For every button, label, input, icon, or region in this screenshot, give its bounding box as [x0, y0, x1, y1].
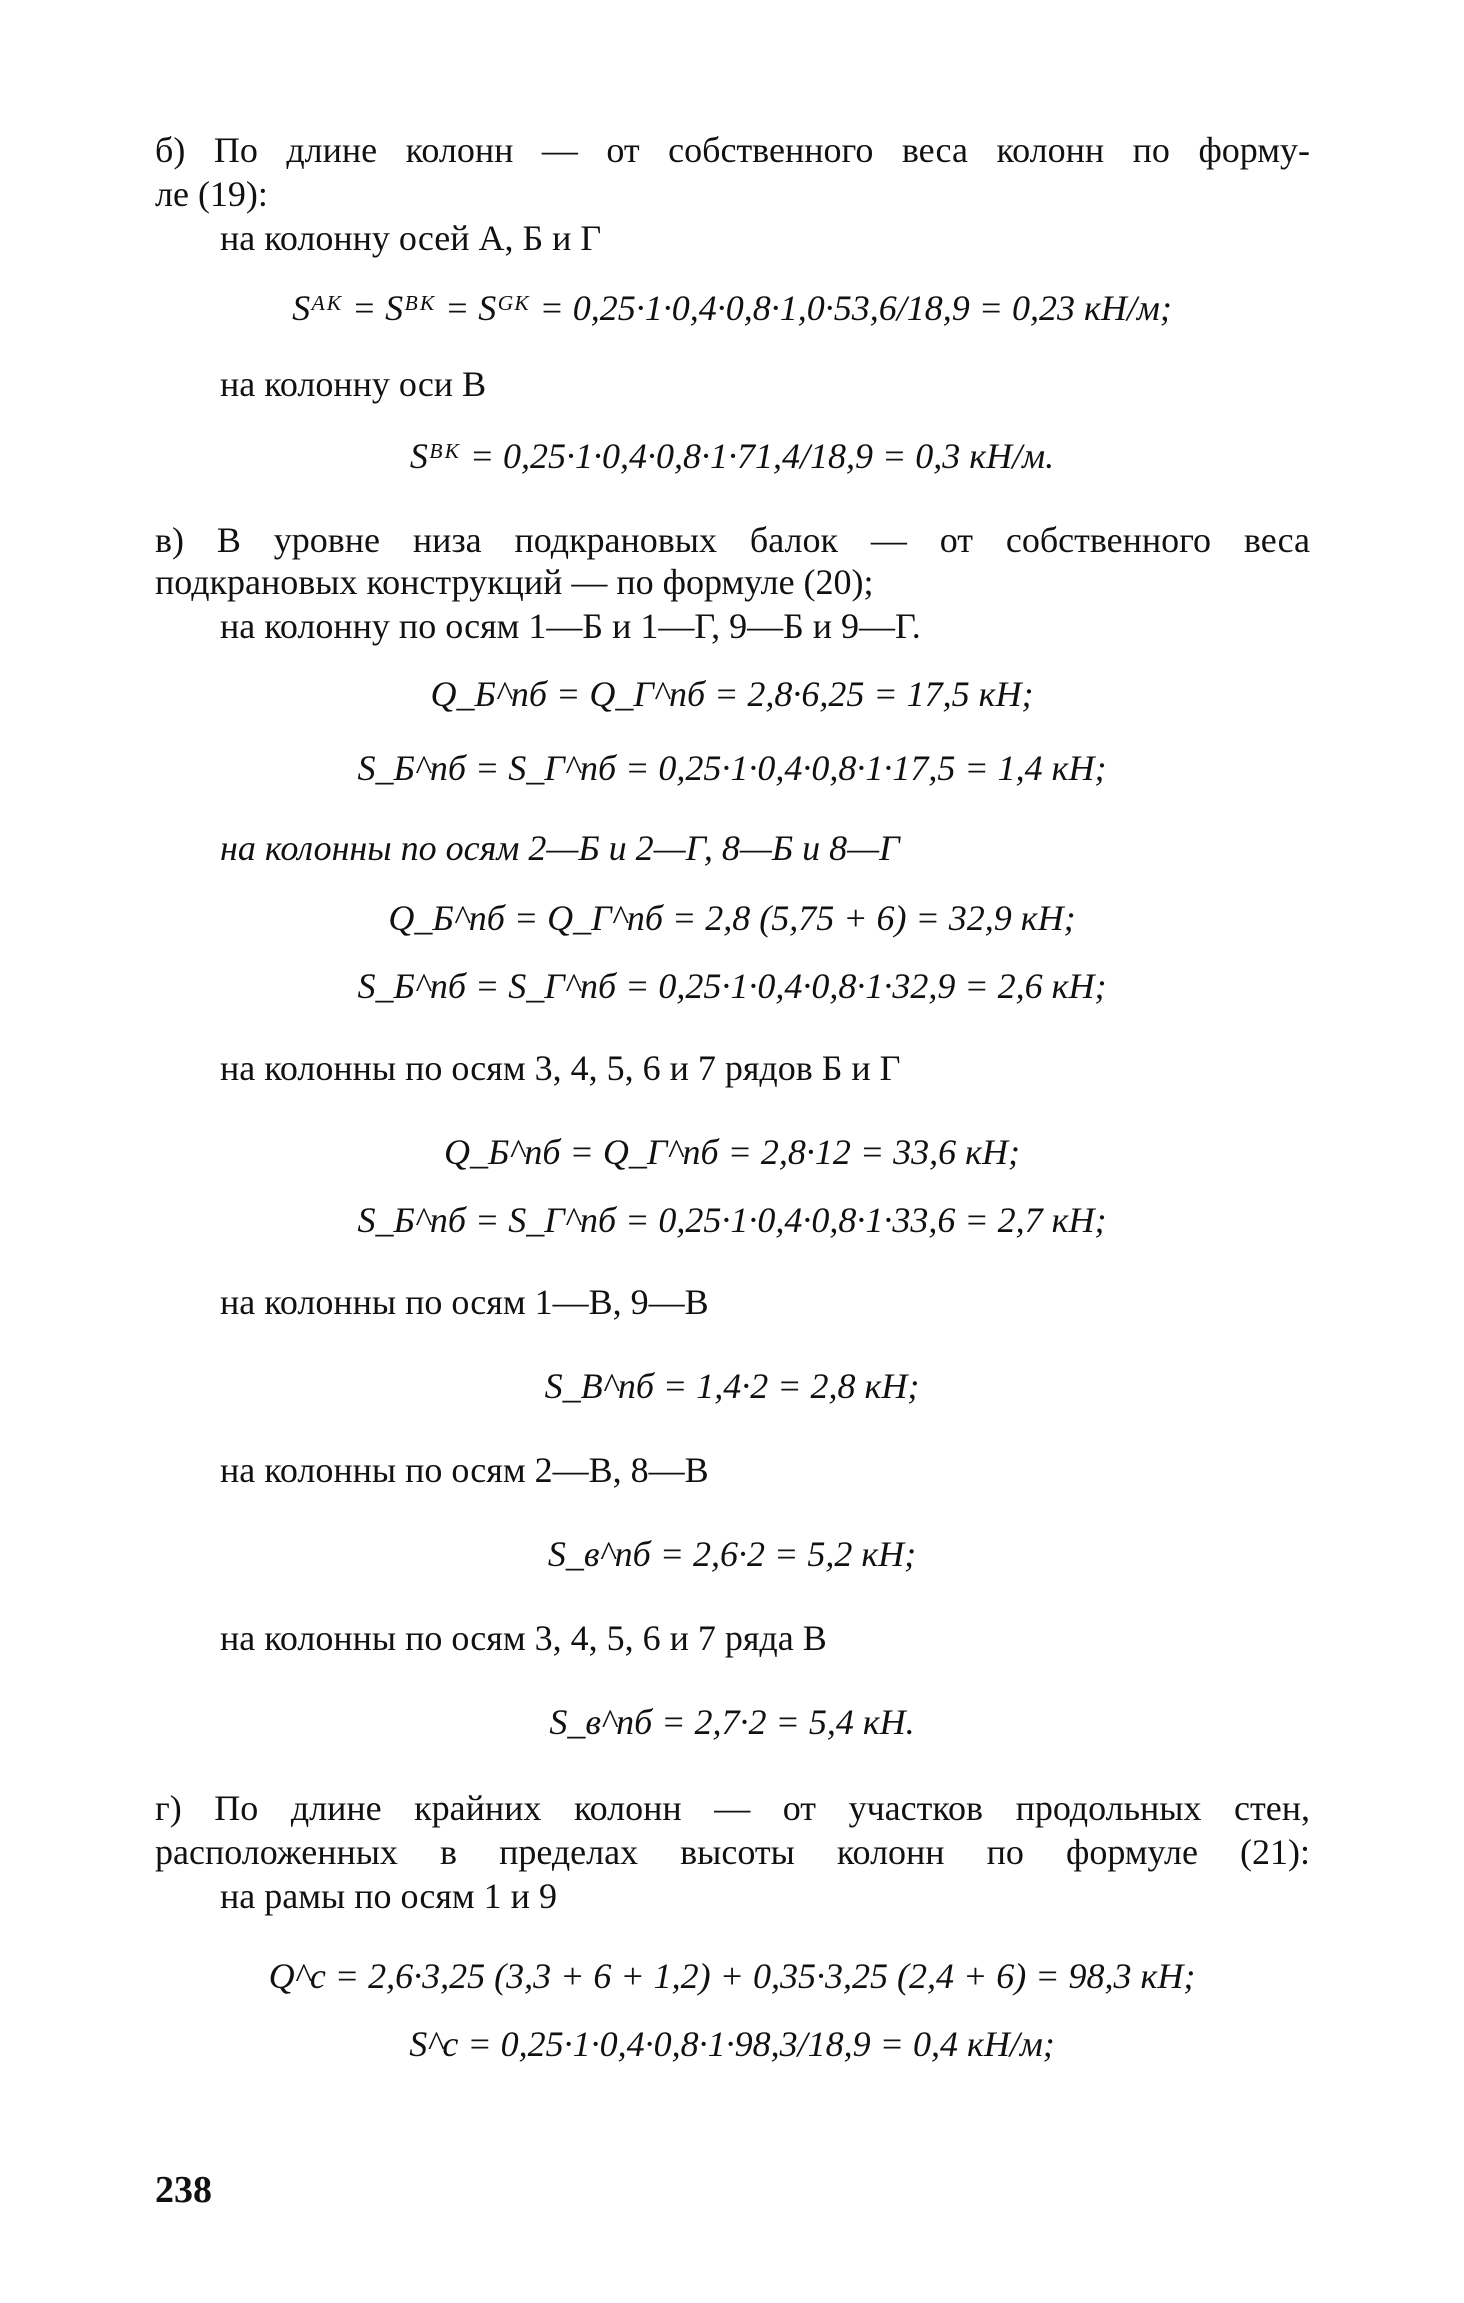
paragraph-line: на колонны по осям 3, 4, 5, 6 и 7 рядов Б и Г: [220, 1048, 901, 1088]
formula-line: S_В^пб = 1,4·2 = 2,8 кН;: [544, 1366, 920, 1406]
paragraph-line: ле (19):: [155, 174, 268, 214]
paragraph-line: подкрановых конструкций — по формуле (20);: [155, 562, 874, 602]
formula-line: S_в^пб = 2,7·2 = 5,4 кН.: [549, 1702, 915, 1742]
formula-line: Q_Б^пб = Q_Г^пб = 2,8 (5,75 + 6) = 32,9 кН;: [388, 898, 1076, 938]
paragraph-line: б) По длине колонн — от собственного веса колонн по форму-: [155, 130, 1310, 170]
paragraph-line: на колонны по осям 3, 4, 5, 6 и 7 ряда В: [220, 1618, 827, 1658]
paragraph-line: на колонну осей А, Б и Г: [220, 218, 602, 258]
formula-line: Sᴬᴷ = Sᴮᴷ = Sᴳᴷ = 0,25·1·0,4·0,8·1,0·53,6/18,9 = 0,23 кН/м;: [292, 288, 1172, 328]
formula-line: S_в^пб = 2,6·2 = 5,2 кН;: [547, 1534, 917, 1574]
formula-line: Q^с = 2,6·3,25 (3,3 + 6 + 1,2) + 0,35·3,25 (2,4 + 6) = 98,3 кН;: [268, 1956, 1196, 1996]
paragraph-line: на рамы по осям 1 и 9: [220, 1876, 557, 1916]
paragraph-line: на колонну по осям 1—Б и 1—Г, 9—Б и 9—Г.: [220, 606, 921, 646]
formula-line: Sᴮᴷ = 0,25·1·0,4·0,8·1·71,4/18,9 = 0,3 кН/м.: [409, 436, 1055, 476]
paragraph-line: на колонны по осям 1—В, 9—В: [220, 1282, 709, 1322]
page-number: 238: [155, 2169, 212, 2211]
paragraph-line: на колонны по осям 2—Б и 2—Г, 8—Б и 8—Г: [220, 828, 900, 868]
paragraph-line: на колонну оси В: [220, 364, 487, 404]
formula-line: Q_Б^пб = Q_Г^пб = 2,8·12 = 33,6 кН;: [444, 1132, 1020, 1172]
paragraph-line: в) В уровне низа подкрановых балок — от собственного веса: [155, 520, 1310, 560]
paragraph-line: расположенных в пределах высоты колонн по формуле (21):: [155, 1832, 1310, 1872]
formula-line: S_Б^пб = S_Г^пб = 0,25·1·0,4·0,8·1·17,5 = 1,4 кН;: [357, 748, 1107, 788]
formula-line: S_Б^пб = S_Г^пб = 0,25·1·0,4·0,8·1·32,9 = 2,6 кН;: [357, 966, 1107, 1006]
formula-line: S^с = 0,25·1·0,4·0,8·1·98,3/18,9 = 0,4 кН/м;: [409, 2024, 1055, 2064]
paragraph-line: г) По длине крайних колонн — от участков продольных стен,: [155, 1788, 1310, 1828]
paragraph-line: на колонны по осям 2—В, 8—В: [220, 1450, 709, 1490]
formula-line: S_Б^пб = S_Г^пб = 0,25·1·0,4·0,8·1·33,6 = 2,7 кН;: [357, 1200, 1107, 1240]
formula-line: Q_Б^пб = Q_Г^пб = 2,8·6,25 = 17,5 кН;: [430, 674, 1034, 714]
